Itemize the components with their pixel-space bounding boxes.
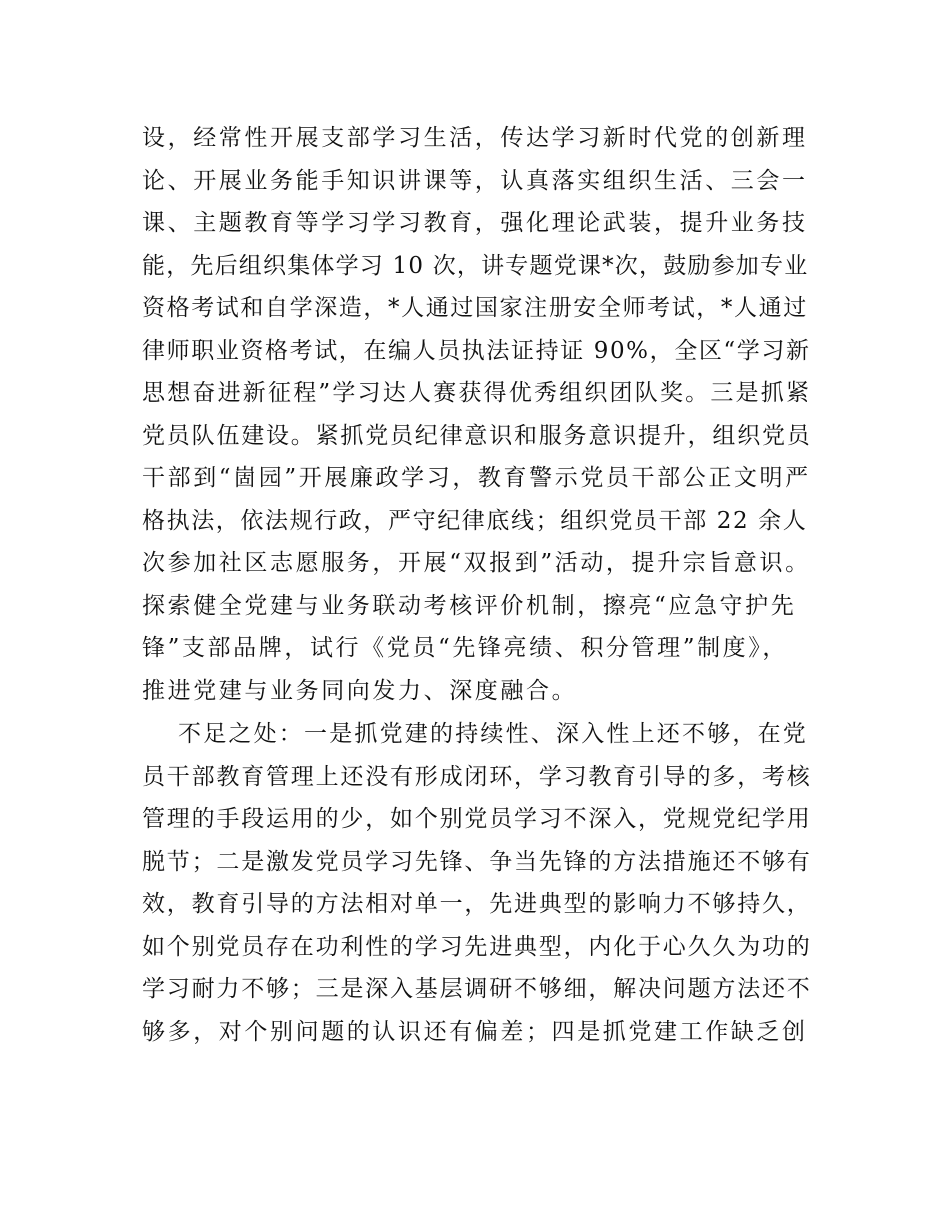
paragraph-1-line: 资格考试和自学深造，*人通过国家注册安全师考试，*人通过 (142, 295, 808, 321)
paragraph-1-line: 能，先后组织集体学习 10 次，讲专题党课*次，鼓励参加专业 (142, 252, 809, 279)
paragraph-1-line: 党员队伍建设。紧抓党员纪律意识和服务意识提升，组织党员 (142, 422, 812, 449)
paragraph-2-line: 学习耐力不够；三是深入基层调研不够细，解决问题方法还不 (142, 976, 812, 1002)
paragraph-1-line: 论、开展业务能手知识讲课等，认真落实组织生活、三会一 (142, 167, 808, 194)
paragraph-2-line: 脱节；二是激发党员学习先锋、争当先锋的方法措施还不够有 (142, 848, 812, 875)
paragraph-1-line: 干部到“崮园”开展廉政学习，教育警示党员干部公正文明严 (142, 465, 811, 491)
paragraph-1-line: 格执法，依法规行政，严守纪律底线；组织党员干部 22 余人 (142, 507, 808, 534)
paragraph-1-line: 次参加社区志愿服务，开展“双报到”活动，提升宗旨意识。 (142, 550, 811, 576)
paragraph-2-line: 员干部教育管理上还没有形成闭环，学习教育引导的多，考核 (142, 763, 812, 790)
paragraph-1-line: 课、主题教育等学习学习教育，强化理论武装，提升业务技 (142, 210, 808, 236)
paragraph-2-line: 如个别党员存在功利性的学习先进典型，内化于心久久为功的 (142, 933, 812, 960)
paragraph-2-line: 管理的手段运用的少，如个别党员学习不深入，党规党纪学用 (142, 806, 812, 832)
paragraph-1-line: 推进党建与业务同向发力、深度融合。 (142, 677, 578, 704)
paragraph-1-line: 探索健全党建与业务联动考核评价机制，擦亮“应急守护先 (142, 592, 797, 619)
paragraph-1-line: 设，经常性开展支部学习生活，传达学习新时代党的创新理 (142, 125, 808, 151)
paragraph-1-line: 律师职业资格考试，在编人员执法证持证 90%，全区“学习新 (142, 337, 811, 364)
paragraph-1-line: 思想奋进新征程”学习达人赛获得优秀组织团队奖。三是抓紧 (142, 380, 812, 406)
paragraph-2-line: 够多，对个别问题的认识还有偏差；四是抓党建工作缺乏创 (142, 1018, 808, 1045)
paragraph-2-first-line: 不足之处：一是抓党建的持续性、深入性上还不够，在党 (178, 721, 808, 747)
paragraph-1-line: 锋”支部品牌，试行《党员“先锋亮绩、积分管理”制度》， (142, 635, 788, 661)
paragraph-2-line: 效，教育引导的方法相对单一，先进典型的影响力不够持久， (142, 891, 812, 917)
